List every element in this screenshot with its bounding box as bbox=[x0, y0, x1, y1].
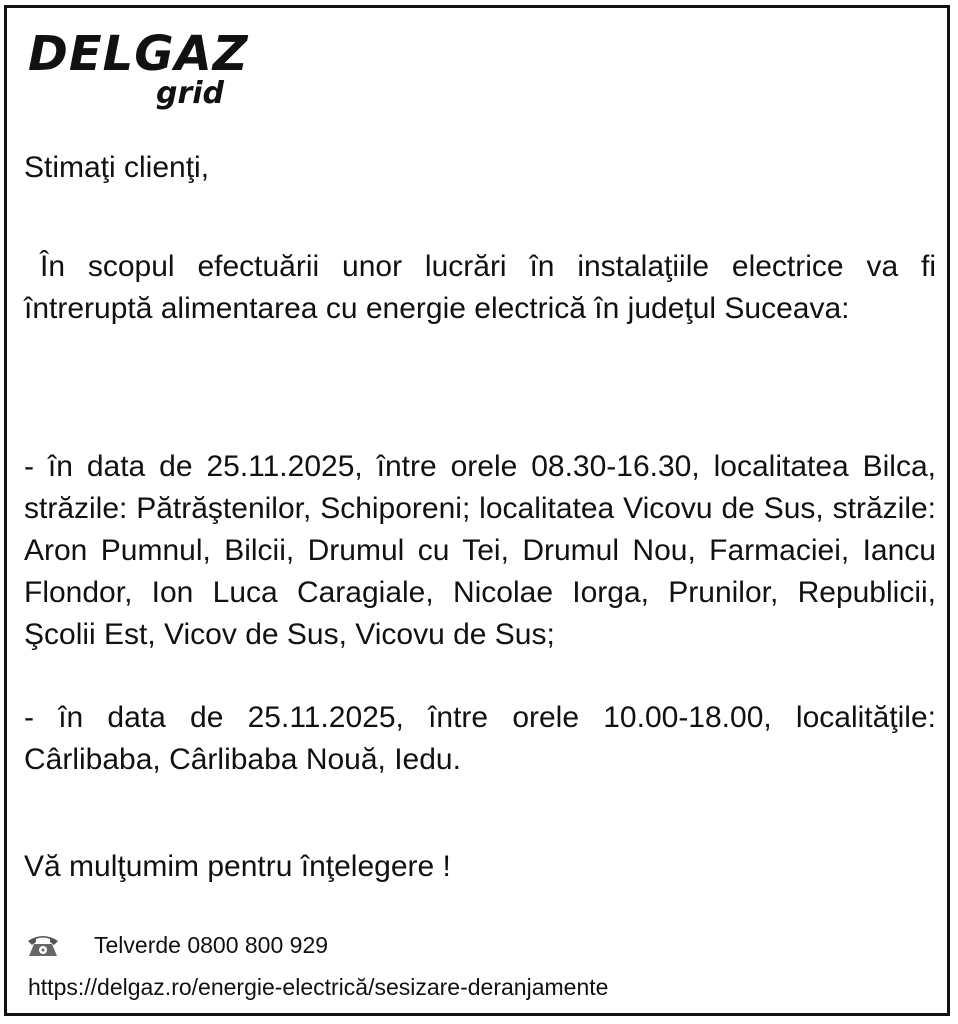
delgaz-grid-logo bbox=[28, 28, 248, 114]
logo-subtitle: grid bbox=[156, 76, 225, 111]
phone-number: Telverde 0800 800 929 bbox=[94, 932, 329, 958]
greeting: Stimaţi clienţi, bbox=[24, 151, 210, 184]
logo-wordmark: DELGAZ bbox=[28, 26, 249, 82]
report-url[interactable]: https://delgaz.ro/energie-electrică/sesizare-deranjamente bbox=[28, 974, 609, 1000]
outage-item: - în data de 25.11.2025, între orele 08.30-16.30, localitatea Bilca, străzile: Pătrăştenilor, Schiporeni; localitatea Vicovu de Sus, străzile: Aron Pumnul, Bilcii, Drumul cu Tei, Drumul Nou, Farmaciei, Iancu Flondor, Ion Luca Caragiale, Nicolae Iorga, Prunilor, Republicii, Şcolii Est, Vicov de Sus, Vicovu de Sus; bbox=[24, 450, 936, 651]
intro-paragraph: În scopul efectuării unor lucrări în instalaţiile electrice va fi întreruptă alimentarea cu energie electrică în judeţul Suceava: bbox=[24, 250, 936, 325]
thanks-line: Vă mulţumim pentru înţelegere ! bbox=[24, 850, 451, 883]
phone-contact bbox=[26, 930, 526, 960]
telephone-icon bbox=[26, 932, 60, 958]
outage-item: - în data de 25.11.2025, între orele 10.00-18.00, localităţile: Cârlibaba, Cârlibaba Nouă, Iedu. bbox=[24, 701, 936, 776]
